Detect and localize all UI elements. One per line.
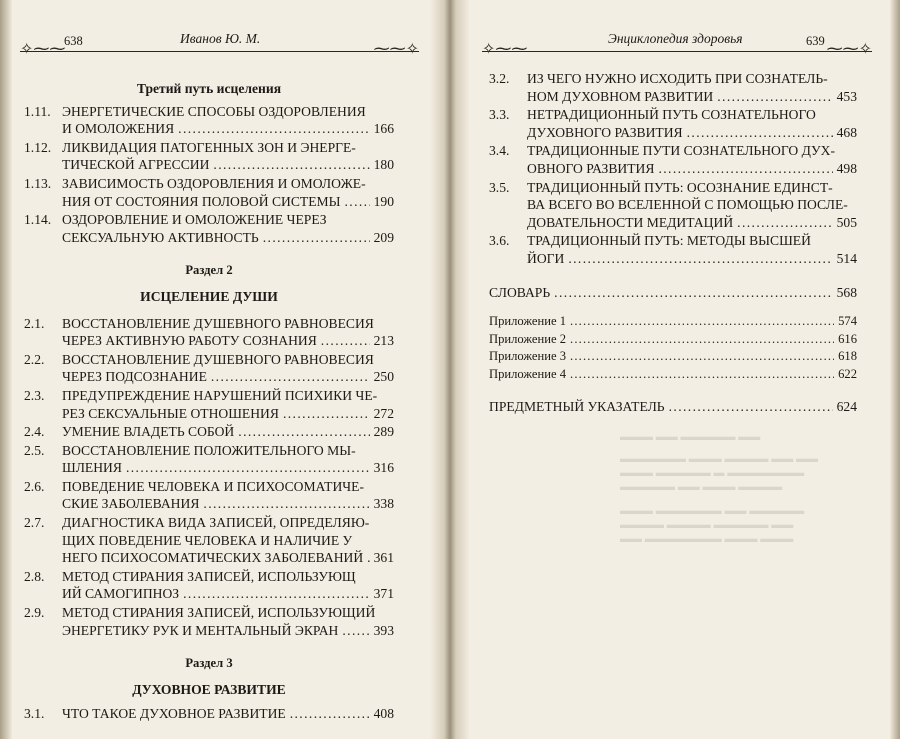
- toc-entry-index[interactable]: [489, 398, 857, 416]
- leader-dots: [687, 124, 833, 142]
- toc-entry[interactable]: [24, 705, 394, 723]
- leader-dots: [568, 250, 832, 268]
- leader-dots: [570, 313, 834, 331]
- toc-entry-line: ЭНЕРГЕТИЧЕСКИЕ СПОСОБЫ ОЗДОРОВЛЕНИЯ: [62, 103, 366, 119]
- leader-dots: [717, 88, 832, 106]
- leader-dots: [211, 368, 370, 386]
- leader-dots: [290, 705, 370, 723]
- toc-entry-number: 3.1.: [24, 706, 45, 722]
- toc-entry-number: 1.13.: [24, 175, 52, 191]
- toc-entry-number: 3.2.: [489, 71, 510, 86]
- section-label: Раздел 3: [185, 656, 233, 671]
- toc-group: [24, 315, 394, 640]
- toc-entry-line: ИЙ САМОГИПНОЗ: [62, 586, 180, 602]
- toc-entry-line: УМЕНИЕ ВЛАДЕТЬ СОБОЙ: [62, 424, 235, 440]
- toc-group: [24, 103, 394, 247]
- toc-entry-page: 568: [836, 284, 857, 300]
- leader-dots: [669, 398, 833, 416]
- toc-entry-number: 1.14.: [24, 212, 52, 228]
- toc-entry-line: МЕТОД СТИРАНИЯ ЗАПИСЕЙ, ИСПОЛЬЗУЮЩ: [62, 568, 356, 584]
- toc-entry[interactable]: [24, 351, 394, 386]
- leader-dots: [570, 348, 834, 366]
- toc-group: [24, 705, 394, 723]
- toc-entry-page: 393: [373, 622, 394, 638]
- toc-entry-line: ВОССТАНОВЛЕНИЕ ДУШЕВНОГО РАВНОВЕСИЯ: [62, 315, 374, 331]
- toc-entry-line: ПОВЕДЕНИЕ ЧЕЛОВЕКА И ПСИХОСОМАТИЧЕ-: [62, 478, 364, 494]
- page-edge-right: [890, 0, 900, 739]
- leader-dots: [183, 585, 370, 603]
- leader-dots: [344, 193, 369, 211]
- toc-entry-line: ЙОГИ: [527, 250, 565, 266]
- toc-entry-line: ЧЕРЕЗ АКТИВНУЮ РАБОТУ СОЗНАНИЯ: [62, 333, 317, 349]
- leader-dots: [321, 332, 370, 350]
- toc-entry[interactable]: [24, 604, 394, 639]
- toc-entry[interactable]: [489, 106, 857, 141]
- header-ornament-icon: ✧⁓⁓: [482, 41, 528, 58]
- leader-dots: [213, 156, 369, 174]
- toc-entry-page: 498: [836, 160, 857, 176]
- left-toc: [24, 80, 394, 724]
- toc-entry-page: 618: [838, 349, 857, 364]
- toc-entry-page: 616: [838, 331, 857, 346]
- toc-entry[interactable]: [489, 179, 857, 232]
- leader-dots: [367, 549, 369, 567]
- toc-entry-number: 2.5.: [24, 442, 45, 458]
- leader-dots: [263, 229, 370, 247]
- toc-entry[interactable]: [24, 315, 394, 350]
- toc-entry-line: РЕЗ СЕКСУАЛЬНЫЕ ОТНОШЕНИЯ: [62, 405, 279, 421]
- toc-entry-line: ЧЕРЕЗ ПОДСОЗНАНИЕ: [62, 369, 207, 385]
- toc-entry-line: И ОМОЛОЖЕНИЯ: [62, 121, 175, 137]
- toc-entry-line: ЧТО ТАКОЕ ДУХОВНОЕ РАЗВИТИЕ: [62, 706, 286, 722]
- toc-entry-number: 1.12.: [24, 139, 52, 155]
- leader-dots: [737, 214, 832, 232]
- toc-entry-number: 2.9.: [24, 605, 45, 621]
- toc-entry-line: ВА ВСЕГО ВО ВСЕЛЕННОЙ С ПОМОЩЬЮ ПОСЛЕ-: [527, 197, 848, 213]
- section-title: ИСЦЕЛЕНИЕ ДУШИ: [140, 288, 278, 304]
- toc-entry[interactable]: [24, 568, 394, 603]
- toc-entry-page: 166: [373, 121, 394, 137]
- toc-entry-number: 2.3.: [24, 387, 45, 403]
- leader-dots: [283, 405, 370, 423]
- toc-entry-page: 250: [373, 369, 394, 385]
- leader-dots: [342, 622, 369, 640]
- toc-entry-page: 316: [373, 460, 394, 476]
- toc-entry-line: ШЛЕНИЯ: [62, 460, 122, 476]
- toc-entry-title: ПРЕДМЕТНЫЙ УКАЗАТЕЛЬ: [489, 398, 665, 414]
- toc-entry-page: 408: [373, 706, 394, 722]
- leader-dots: [658, 160, 832, 178]
- toc-entry-page: 453: [836, 88, 857, 104]
- toc-entry[interactable]: [489, 70, 857, 105]
- left-running-header: [0, 30, 445, 56]
- toc-entry-page: 289: [373, 424, 394, 440]
- toc-entry-title: Приложение 4: [489, 366, 567, 381]
- toc-entry-page: 468: [836, 124, 857, 140]
- toc-entry-page: 624: [836, 398, 857, 414]
- toc-entry-line: ТРАДИЦИОННЫЙ ПУТЬ: МЕТОДЫ ВЫСШЕЙ: [527, 233, 811, 249]
- header-rule: [482, 51, 872, 52]
- toc-entry-line: НЕГО ПСИХОСОМАТИЧЕСКИХ ЗАБОЛЕВАНИЙ: [62, 550, 364, 566]
- toc-entry-page: 371: [373, 586, 394, 602]
- toc-entry-line: ТРАДИЦИОННЫЕ ПУТИ СОЗНАТЕЛЬНОГО ДУХ-: [527, 143, 835, 159]
- section-label: Раздел 2: [185, 263, 233, 278]
- toc-entry-line: ТИЧЕСКОЙ АГРЕССИИ: [62, 157, 210, 173]
- toc-entry-line: ЩИХ ПОВЕДЕНИЕ ЧЕЛОВЕКА И НАЛИЧИЕ У: [62, 532, 353, 548]
- toc-entry-line: ПРЕДУПРЕЖДЕНИЕ НАРУШЕНИЙ ПСИХИКИ ЧЕ-: [62, 387, 378, 403]
- toc-entry-line: ДУХОВНОГО РАЗВИТИЯ: [527, 124, 683, 140]
- toc-entry-page: 361: [373, 550, 394, 566]
- header-ornament-icon: ⁓⁓✧: [826, 41, 872, 58]
- toc-entry-line: ДОВАТЕЛЬНОСТИ МЕДИТАЦИЙ: [527, 214, 734, 230]
- toc-entry-page: 190: [373, 193, 394, 209]
- toc-entry-page: 180: [373, 157, 394, 173]
- toc-entry-number: 2.1.: [24, 315, 45, 331]
- header-ornament-icon: ⁓⁓✧: [373, 41, 419, 58]
- toc-entry-number: 2.8.: [24, 568, 45, 584]
- toc-entry[interactable]: [489, 232, 857, 267]
- right-toc: [489, 70, 857, 415]
- book-gutter: [430, 0, 470, 739]
- toc-entry-page: 622: [838, 366, 857, 381]
- left-running-title: Иванов Ю. М.: [180, 31, 261, 46]
- toc-entry-number: 2.7.: [24, 515, 45, 531]
- toc-entry-number: 3.4.: [489, 143, 510, 159]
- toc-entry-line: ЛИКВИДАЦИЯ ПАТОГЕННЫХ ЗОН И ЭНЕРГЕ-: [62, 139, 356, 155]
- toc-entry-line: СКИЕ ЗАБОЛЕВАНИЯ: [62, 496, 200, 512]
- toc-entry-line: ДИАГНОСТИКА ВИДА ЗАПИСЕЙ, ОПРЕДЕЛЯЮ-: [62, 515, 370, 531]
- toc-entry[interactable]: [24, 387, 394, 422]
- toc-entry-number: 2.4.: [24, 424, 45, 440]
- toc-entry-line: ИЗ ЧЕГО НУЖНО ИСХОДИТЬ ПРИ СОЗНАТЕЛЬ-: [527, 71, 828, 86]
- leader-dots: [126, 459, 370, 477]
- toc-entry-line: ТРАДИЦИОННЫЙ ПУТЬ: ОСОЗНАНИЕ ЕДИНСТ-: [527, 179, 833, 195]
- page-edge-left: [0, 0, 12, 739]
- toc-entry-line: ЗАВИСИМОСТЬ ОЗДОРОВЛЕНИЯ И ОМОЛОЖЕ-: [62, 175, 366, 191]
- right-page-number: 639: [806, 34, 825, 48]
- toc-entry[interactable]: [24, 211, 394, 246]
- toc-entry-appendix[interactable]: [489, 366, 857, 384]
- toc-entry-number: 3.6.: [489, 233, 510, 249]
- toc-entry-line: ВОССТАНОВЛЕНИЕ ДУШЕВНОГО РАВНОВЕСИЯ: [62, 351, 374, 367]
- toc-entry[interactable]: [24, 423, 394, 441]
- toc-entry-appendix[interactable]: [489, 313, 857, 331]
- toc-entry[interactable]: [24, 175, 394, 210]
- header-rule: [20, 51, 419, 52]
- toc-entry-page: 213: [373, 333, 394, 349]
- header-ornament-icon: ✧⁓⁓: [20, 41, 66, 58]
- toc-entry-line: СЕКСУАЛЬНУЮ АКТИВНОСТЬ: [62, 229, 259, 245]
- toc-entry-title: Приложение 2: [489, 331, 567, 346]
- toc-entry-appendix[interactable]: [489, 331, 857, 349]
- leader-dots: [178, 120, 369, 138]
- appendix-list: [489, 313, 857, 383]
- toc-entry-line: ВОССТАНОВЛЕНИЕ ПОЛОЖИТЕЛЬНОГО МЫ-: [62, 442, 356, 458]
- toc-entry-appendix[interactable]: [489, 348, 857, 366]
- leader-dots: [238, 423, 369, 441]
- toc-entry-page: 272: [373, 405, 394, 421]
- toc-entry-line: ОВНОГО РАЗВИТИЯ: [527, 160, 655, 176]
- show-through-text: ▬▬▬ ▬▬ ▬▬▬▬▬ ▬▬ ▬▬▬▬▬▬ ▬▬▬ ▬▬▬▬ ▬▬ ▬▬ ▬▬▬ ▬▬▬▬▬ ▬ ▬▬▬▬▬▬▬ ▬▬▬▬▬ ▬▬ ▬▬▬ ▬▬▬▬ ▬▬▬ ▬▬▬▬▬▬ ▬▬ ▬▬▬▬▬ ▬▬▬▬ ▬▬▬▬ ▬▬▬▬▬ ▬▬ ▬▬ ▬▬▬▬▬▬▬ ▬▬▬ ▬▬▬: [620, 431, 818, 545]
- toc-entry[interactable]: [24, 139, 394, 174]
- toc-entry[interactable]: [24, 514, 394, 567]
- toc-entry-number: 3.3.: [489, 107, 510, 123]
- toc-entry-page: 574: [838, 314, 857, 329]
- leader-dots: [570, 366, 834, 384]
- toc-entry-number: 2.2.: [24, 351, 45, 367]
- toc-entry-line: МЕТОД СТИРАНИЯ ЗАПИСЕЙ, ИСПОЛЬЗУЮЩИЙ: [62, 605, 376, 621]
- toc-entry-title: Приложение 1: [489, 314, 567, 329]
- left-page-number: 638: [64, 34, 83, 48]
- toc-entry[interactable]: [24, 478, 394, 513]
- toc-entry-title: Приложение 3: [489, 349, 567, 364]
- toc-entry-page: 505: [836, 214, 857, 230]
- right-running-header: [458, 30, 900, 56]
- toc-entry-title: СЛОВАРЬ: [489, 284, 551, 300]
- toc-group: [489, 70, 857, 268]
- leader-dots: [554, 284, 832, 302]
- toc-entry-number: 2.6.: [24, 478, 45, 494]
- toc-entry[interactable]: [24, 103, 394, 138]
- toc-entry-line: ЭНЕРГЕТИКУ РУК И МЕНТАЛЬНЫЙ ЭКРАН: [62, 622, 339, 638]
- toc-entry-line: ОЗДОРОВЛЕНИЕ И ОМОЛОЖЕНИЕ ЧЕРЕЗ: [62, 212, 327, 228]
- leader-dots: [570, 331, 834, 349]
- toc-entry-line: НИЯ ОТ СОСТОЯНИЯ ПОЛОВОЙ СИСТЕМЫ: [62, 193, 341, 209]
- section-heading: Третий путь исцеления: [136, 81, 282, 96]
- toc-entry-page: 514: [836, 250, 857, 266]
- section-title: ДУХОВНОЕ РАЗВИТИЕ: [132, 681, 286, 697]
- toc-entry-number: 1.11.: [24, 103, 51, 119]
- toc-entry-number: 3.5.: [489, 179, 510, 195]
- right-running-title: Энциклопедия здоровья: [608, 31, 743, 46]
- leader-dots: [203, 495, 369, 513]
- toc-entry-line: НЕТРАДИЦИОННЫЙ ПУТЬ СОЗНАТЕЛЬНОГО: [527, 107, 816, 123]
- toc-entry[interactable]: [489, 142, 857, 177]
- toc-entry-dictionary[interactable]: [489, 284, 857, 302]
- toc-entry-page: 209: [373, 229, 394, 245]
- toc-entry-page: 338: [373, 496, 394, 512]
- toc-entry[interactable]: [24, 442, 394, 477]
- toc-entry-line: НОМ ДУХОВНОМ РАЗВИТИИ: [527, 88, 714, 104]
